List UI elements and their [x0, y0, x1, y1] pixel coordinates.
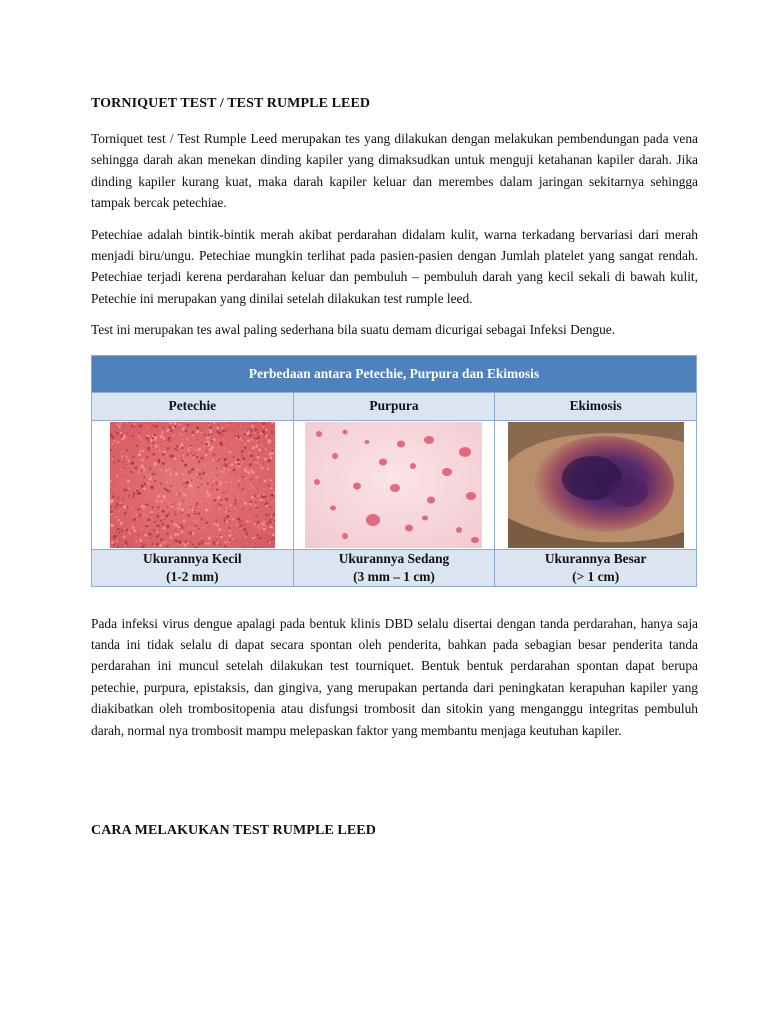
blank-space	[91, 751, 698, 821]
purpura-image-cell	[293, 420, 495, 549]
table-image-row	[92, 420, 697, 549]
table-header-row	[92, 392, 697, 420]
section-heading-cara-melakukan: CARA MELAKUKAN TEST RUMPLE LEED	[91, 823, 376, 839]
ekimosis-size-label: Ukurannya Besar	[544, 550, 647, 566]
purpura-size-cell	[293, 549, 495, 586]
ekimosis-size-cell	[495, 549, 697, 586]
purpura-size-range: (3 mm – 1 cm)	[353, 568, 435, 584]
petechie-size-range: (1-2 mm)	[166, 568, 219, 584]
column-header-purpura: Purpura	[293, 392, 495, 420]
table-title: Perbedaan antara Petechie, Purpura dan Ekimosis	[92, 355, 697, 392]
comparison-table	[91, 355, 697, 587]
column-header-ekimosis: Ekimosis	[495, 392, 697, 420]
ekimosis-size-range: (> 1 cm)	[572, 568, 620, 584]
paragraph-torniquet-definition: Torniquet test / Test Rumple Leed merupakan tes yang dilakukan dengan melakukan pembendungan pada vena sehingga darah akan menekan dinding kapiler yang dimaksudkan untuk menguji ketahanan kapiler darah. Jika dinding kapiler kurang kuat, maka darah kapiler keluar dan merembes dalam jaringan sekitarnya sehingga tampak bercak petechiae.	[91, 131, 698, 211]
paragraph-petechiae-definition: Petechiae adalah bintik-bintik merah akibat perdarahan didalam kulit, warna terkadang bervariasi dari merah menjadi biru/ungu. Petechiae mungkin terlihat pada pasien-pasien dengan Jumlah platelet yang sangat rendah. Petechiae terjadi kerena perdarahan keluar dan pembuluh – pembuluh darah yang kecil sekali di bawah kulit, Petechie ini merupakan yang dinilai setelah dilakukan test rumple leed.	[91, 226, 698, 306]
petechie-size-cell	[92, 549, 294, 586]
petechie-skin-photo	[110, 422, 275, 548]
ekimosis-image-cell	[495, 420, 697, 549]
paragraph-dengue-test: Test ini merupakan tes awal paling sederhana bila suatu demam dicurigai sebagai Infeksi Dengue.	[91, 322, 616, 338]
petechie-size-label: Ukurannya Kecil	[143, 550, 242, 566]
document-page	[91, 94, 698, 855]
column-header-petechie: Petechie	[92, 392, 294, 420]
petechie-image-cell	[92, 420, 294, 549]
ekimosis-bruise-photo	[508, 422, 684, 548]
table-size-row	[92, 549, 697, 586]
purpura-size-label: Ukurannya Sedang	[338, 550, 450, 566]
purpura-skin-photo	[305, 422, 482, 548]
section-heading-torniquet: TORNIQUET TEST / TEST RUMPLE LEED	[91, 96, 371, 111]
table-title-row	[92, 355, 697, 392]
paragraph-dengue-bleeding: Pada infeksi virus dengue apalagi pada bentuk klinis DBD selalu disertai dengan tanda perdarahan, hanya saja tanda ini tidak selalu di dapat secara spontan oleh penderita, bahkan pada sebagian besar penderita tanda perdarahan ini muncul setelah dilakukan test tourniquet. Bentuk bentuk perdarahan spontan dapat berupa petechie, purpura, epistaksis, dan gingiva, yang merupakan pertanda dari peningkatan kerapuhan kapiler yang diakibatkan oleh trombositopenia atau disfungsi trombosit dan sitokin yang menganggu integritas pembuluh darah, normal nya trombosit mampu melepaskan faktor yang membantu menjaga keutuhan kapiler.	[91, 615, 698, 738]
